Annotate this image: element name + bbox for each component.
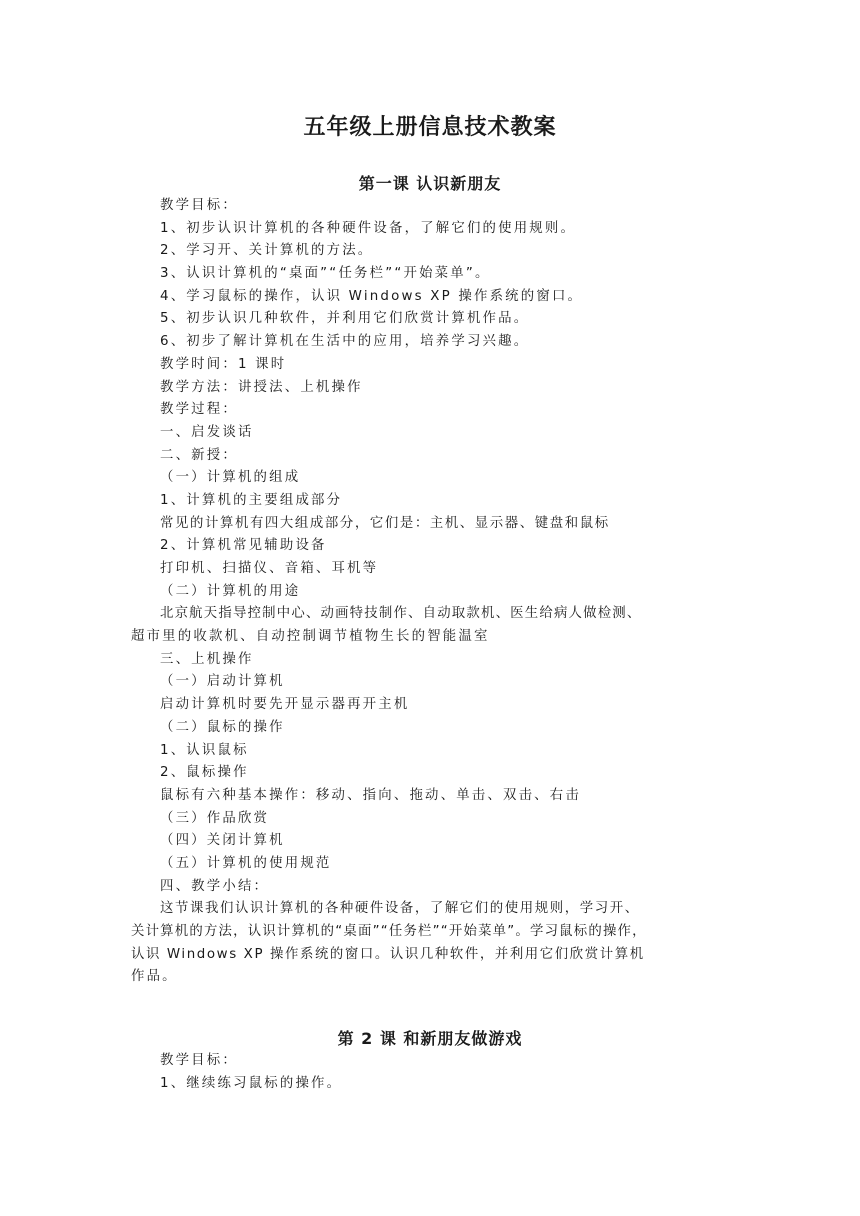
- text-line: 启动计算机时要先开显示器再开主机: [160, 697, 410, 713]
- text-line: 超市里的收款机、自动控制调节植物生长的智能温室: [131, 629, 490, 645]
- text-line: （一）启动计算机: [160, 674, 285, 690]
- text-line: 教学过程：: [160, 402, 238, 418]
- text-line: 二、新授：: [160, 447, 238, 463]
- text-line: 4、学习鼠标的操作，认识 Windows XP 操作系统的窗口。: [160, 288, 584, 304]
- text-line: （二）计算机的用途: [160, 583, 301, 599]
- text-line: 这节课我们认识计算机的各种硬件设备，了解它们的使用规则，学习开、: [160, 901, 640, 917]
- text-line: 5、初步认识几种软件，并利用它们欣赏计算机作品。: [160, 311, 530, 327]
- text-line: 教学目标：: [160, 1053, 238, 1068]
- text-line: （四）关闭计算机: [160, 833, 285, 849]
- lesson-2-title: 第 2 课 和新朋友做游戏: [337, 1029, 523, 1048]
- text-line: 作品。: [131, 969, 178, 985]
- text-line: 2、学习开、关计算机的方法。: [160, 243, 374, 259]
- text-line: 教学时间：1 课时: [160, 356, 287, 372]
- text-line: 2、鼠标操作: [160, 765, 249, 781]
- text-line: 鼠标有六种基本操作：移动、指向、拖动、单击、双击、右击: [160, 787, 581, 803]
- lesson-1-body: [131, 195, 731, 989]
- text-line: （一）计算机的组成: [160, 470, 301, 486]
- text-line: 6、初步了解计算机在生活中的应用，培养学习兴趣。: [160, 334, 530, 350]
- text-line: 2、计算机常见辅助设备: [160, 538, 327, 554]
- text-line: 1、计算机的主要组成部分: [160, 492, 343, 508]
- text-line: 一、启发谈话: [160, 424, 254, 440]
- text-line: 认识 Windows XP 操作系统的窗口。认识几种软件，并利用它们欣赏计算机: [131, 946, 645, 962]
- text-line: 打印机、扫描仪、音箱、耳机等: [160, 561, 379, 576]
- text-line: （三）作品欣赏: [160, 810, 270, 826]
- text-line: （二）鼠标的操作: [160, 719, 285, 735]
- text-line: 四、教学小结：: [160, 878, 270, 894]
- text-line: 教学方法：讲授法、上机操作: [160, 379, 363, 395]
- lesson-2-body: [131, 1050, 731, 1095]
- text-line: 1、初步认识计算机的各种硬件设备，了解它们的使用规则。: [160, 220, 577, 236]
- text-line: 关计算机的方法，认识计算机的“桌面”“任务栏”“开始菜单”。学习鼠标的操作，: [131, 924, 647, 939]
- text-line: 1、认识鼠标: [160, 742, 249, 758]
- lesson-1-title: 第一课 认识新朋友: [358, 174, 502, 193]
- text-line: （五）计算机的使用规范: [160, 855, 332, 871]
- text-line: 1、继续练习鼠标的操作。: [160, 1075, 343, 1091]
- text-line: 常见的计算机有四大组成部分，它们是：主机、显示器、键盘和鼠标: [160, 515, 610, 531]
- text-line: 三、上机操作: [160, 651, 254, 667]
- document-title: 五年级上册信息技术教案: [303, 115, 557, 140]
- text-line: 北京航天指导控制中心、动画特技制作、自动取款机、医生给病人做检测、: [160, 606, 642, 622]
- text-line: 教学目标：: [160, 198, 238, 213]
- text-line: 3、认识计算机的“桌面”“任务栏”“开始菜单”。: [160, 266, 491, 282]
